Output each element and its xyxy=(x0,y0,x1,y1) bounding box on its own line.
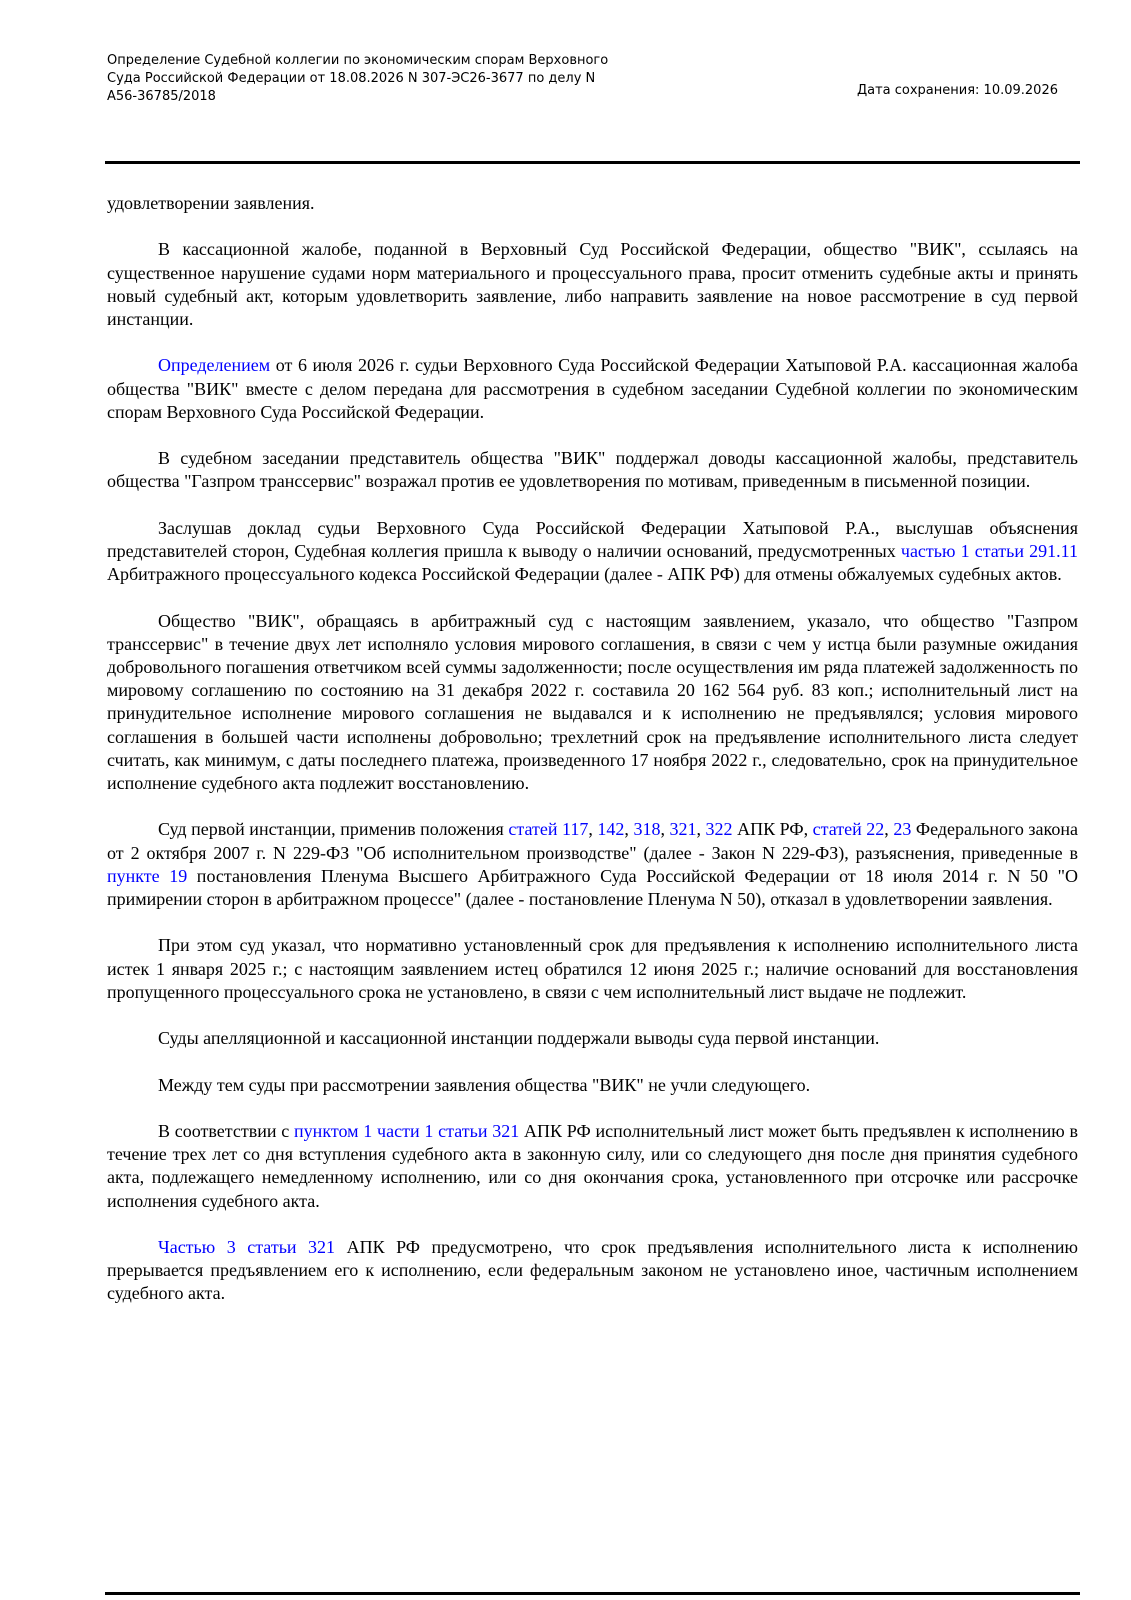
paragraph xyxy=(107,517,1078,587)
paragraph-text: АПК РФ, xyxy=(732,819,813,840)
paragraph-text: , xyxy=(588,819,598,840)
paragraph-text: Суд первой инстанции, применив положения xyxy=(158,819,509,840)
paragraph-text: от 6 июля 2026 г. судьи Верховного Суда Российской Федерации Хатыповой Р.А. кассационная жалоба общества "ВИК" вместе с делом передана для рассмотрения в судебном заседании Судебной коллегии по экономическим спорам Верховного Суда Российской Федерации. xyxy=(107,355,1078,422)
document-link[interactable]: пункте 19 xyxy=(107,865,188,886)
paragraph-text: Суды апелляционной и кассационной инстанции поддержали выводы суда первой инстанции. xyxy=(158,1028,880,1049)
document-link[interactable]: Определением xyxy=(158,355,271,376)
paragraph xyxy=(107,1027,1078,1050)
paragraph xyxy=(107,1120,1078,1213)
paragraph-text: , xyxy=(696,819,706,840)
paragraph-text: Общество "ВИК", обращаясь в арбитражный суд с настоящим заявлением, указало, что общество "Газпром транссервис" в течение двух лет исполняло условия мирового соглашения, в связи с чем у истца были разумные ожидания добровольного погашения ответчиком всей суммы задолженности; после осуществления им ряда платежей задолженность по мировому соглашению по состоянию на 31 декабря 2022 г. составила 20 162 564 руб. 83 коп.; исполнительный лист на принудительное исполнение мирового соглашения не выдавался и к исполнению не предъявлялся; условия мирового соглашения в большей части исполнены добровольно; трехлетний срок на предъявление исполнительного листа следует считать, как минимум, с даты последнего платежа, произведенного 17 ноября 2022 г., следовательно, срок на принудительное исполнение судебного акта подлежит восстановлению. xyxy=(107,610,1078,793)
paragraph-text: Федерального закона от 2 октября 2007 г. N 229-ФЗ "Об исполнительном производстве" (далее - Закон N 229-ФЗ), разъяснения, приведенные в xyxy=(107,819,1078,863)
paragraph-text: АПК РФ предусмотрено, что срок предъявления исполнительного листа к исполнению прерывается предъявлением его к исполнению, если федеральным законом не установлено иное, частичным исполнением судебного акта. xyxy=(107,1236,1078,1304)
document-link[interactable]: 318 xyxy=(633,819,661,840)
paragraph xyxy=(107,354,1078,424)
paragraph-text: АПК РФ исполнительный лист может быть предъявлен к исполнению в течение трех лет со дня вступления судебного акта в законную силу, или со следующего дня после дня принятия судебного акта, подлежащего немедленному исполнению, или со дня окончания срока, установленного при отсрочке или рассрочке исполнения судебного акта. xyxy=(107,1120,1078,1211)
paragraph xyxy=(107,610,1078,796)
header-divider xyxy=(105,161,1080,164)
paragraph-text: Арбитражного процессуального кодекса Российской Федерации (далее - АПК РФ) для отмены обжалуемых судебных актов. xyxy=(107,564,1062,585)
document-link[interactable]: пунктом 1 части 1 статьи 321 xyxy=(294,1120,520,1141)
document-link[interactable]: Частью 3 статьи 321 xyxy=(158,1236,336,1257)
document-title xyxy=(107,52,667,106)
document-link[interactable]: 321 xyxy=(669,819,697,840)
paragraph xyxy=(107,447,1078,493)
paragraph xyxy=(107,1236,1078,1306)
paragraph xyxy=(107,818,1078,911)
footer-divider xyxy=(105,1592,1080,1595)
save-date: Дата сохранения: 10.09.2026 xyxy=(856,83,1058,98)
paragraph xyxy=(107,1074,1078,1097)
paragraph-text: удовлетворении заявления. xyxy=(107,193,315,213)
paragraph-text: , xyxy=(660,819,670,840)
paragraph xyxy=(107,934,1078,1004)
document-link[interactable]: 322 xyxy=(705,819,733,840)
paragraph-text: В соответствии с xyxy=(158,1120,295,1141)
document-link[interactable]: частью 1 статьи 291.11 xyxy=(900,540,1078,561)
paragraph-text: При этом суд указал, что нормативно установленный срок для предъявления к исполнению исполнительного листа истек 1 января 2025 г.; с настоящим заявлением истец обратился 12 июня 2025 г.; наличие оснований для восстановления пропущенного процессуального срока не установлено, в связи с чем исполнительный лист выдаче не подлежит. xyxy=(107,935,1078,1002)
document-link[interactable]: 142 xyxy=(597,819,625,840)
paragraph-text: , xyxy=(884,819,894,840)
paragraph-text: Заслушав доклад судьи Верховного Суда Российской Федерации Хатыповой Р.А., выслушав объяснения представителей сторон, Судебная коллегия пришла к выводу о наличии оснований, предусмотренных xyxy=(107,517,1078,561)
document-body xyxy=(107,192,1078,1329)
paragraph xyxy=(107,192,1078,215)
paragraph-text: В судебном заседании представитель общества "ВИК" поддержал доводы кассационной жалобы, представитель общества "Газпром транссервис" возражал против ее удовлетворения по мотивам, приведенным в письменной позиции. xyxy=(107,448,1078,492)
document-link[interactable]: 23 xyxy=(893,819,912,840)
document-link[interactable]: статей 22 xyxy=(812,819,885,840)
document-title-line: Суда Российской Федерации от 18.08.2026 N 307-ЭС26-3677 по делу N xyxy=(107,71,596,86)
document-title-line: А56-36785/2018 xyxy=(107,89,216,104)
paragraph-text: Между тем суды при рассмотрении заявления общества "ВИК" не учли следующего. xyxy=(158,1074,811,1095)
paragraph-text: В кассационной жалобе, поданной в Верховный Суд Российской Федерации, общество "ВИК", ссылаясь на существенное нарушение судами норм материального и процессуального права, просит отменить судебные акты и принять новый судебный акт, которым удовлетворить заявление, либо направить заявление на новое рассмотрение в суд первой инстанции. xyxy=(107,239,1078,329)
paragraph-text: постановления Пленума Высшего Арбитражного Суда Российской Федерации от 18 июля 2014 г. N 50 "О примирении сторон в арбитражном процессе" (далее - постановление Пленума N 50), отказал в удовлетворении заявления. xyxy=(107,865,1078,909)
paragraph-text: , xyxy=(624,819,634,840)
document-title-line: Определение Судебной коллегии по экономическим спорам Верховного xyxy=(107,53,609,68)
paragraph xyxy=(107,238,1078,331)
document-link[interactable]: статей 117 xyxy=(508,819,589,840)
